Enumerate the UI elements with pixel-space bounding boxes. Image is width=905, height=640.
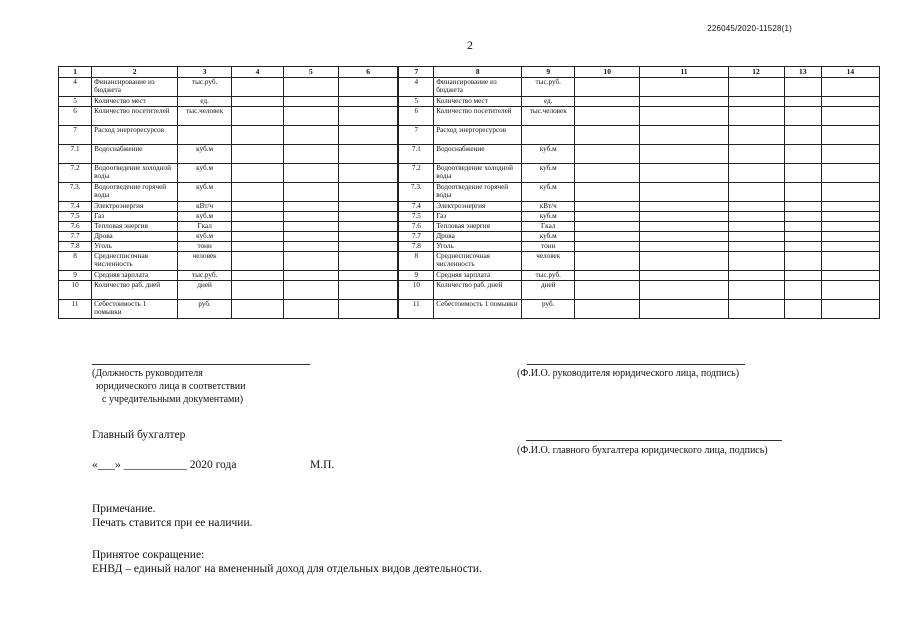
value-cell [283,202,338,212]
value-cell [821,222,879,232]
value-cell [575,164,640,183]
row-name: Водоснабжение [434,145,522,164]
value-cell [784,281,821,300]
row-unit: куб.м [178,183,232,202]
value-cell [338,271,398,281]
value-cell [728,212,784,222]
value-cell [232,202,284,212]
value-cell [821,164,879,183]
value-cell [232,212,284,222]
value-cell [338,78,398,97]
value-cell [784,212,821,222]
chief-fio-line [526,440,782,441]
value-cell [640,281,728,300]
value-cell [784,107,821,126]
header-cell: 1 [59,67,92,78]
value-cell [338,97,398,107]
row-number: 7.2 [398,164,433,183]
row-unit: тыс.человек [178,107,232,126]
header-cell: 14 [821,67,879,78]
value-cell [784,126,821,145]
value-cell [728,145,784,164]
row-unit: руб. [178,300,232,319]
value-cell [821,252,879,271]
row-name: Количество посетителей [434,107,522,126]
value-cell [575,107,640,126]
row-unit: куб.м [522,164,575,183]
row-number: 7 [398,126,433,145]
row-number: 7.3. [398,183,433,202]
value-cell [338,164,398,183]
value-cell [640,212,728,222]
row-name: Водоотведение холодной воды [92,164,178,183]
value-cell [283,252,338,271]
table-row [59,232,880,242]
row-unit [178,126,232,145]
header-cell: 12 [728,67,784,78]
table-row [59,78,880,97]
value-cell [283,232,338,242]
row-unit: тыс.руб. [178,78,232,97]
value-cell [640,232,728,242]
row-unit: человек [522,252,575,271]
header-cell: 10 [575,67,640,78]
table-header-row [59,67,880,78]
row-name: Количество мест [434,97,522,107]
table-row [59,126,880,145]
row-unit: тонн [178,242,232,252]
value-cell [232,183,284,202]
table-row [59,164,880,183]
value-cell [728,281,784,300]
row-number: 4 [398,78,433,97]
head-fio-line [527,364,745,365]
value-cell [232,97,284,107]
head-position-label-3: с учредительными документами) [102,394,244,405]
header-cell: 11 [640,67,728,78]
row-name: Среднесписочная численность [92,252,178,271]
row-name: Уголь [92,242,178,252]
value-cell [640,183,728,202]
header-cell: 7 [398,67,433,78]
row-number: 10 [398,281,433,300]
value-cell [640,107,728,126]
value-cell [283,107,338,126]
value-cell [575,145,640,164]
row-number: 7.4 [398,202,433,212]
row-number: 7.5 [398,212,433,222]
row-unit: куб.м [522,232,575,242]
note-title: Примечание. [92,503,156,515]
header-cell: 13 [784,67,821,78]
value-cell [232,300,284,319]
row-unit: руб. [522,300,575,319]
row-number: 7.5 [59,212,92,222]
row-unit: тыс.руб. [178,271,232,281]
row-name: Водоотведение холодной воды [434,164,522,183]
row-number: 7.1 [398,145,433,164]
row-unit: куб.м [178,145,232,164]
row-name: Дрова [434,232,522,242]
value-cell [232,164,284,183]
value-cell [338,202,398,212]
row-unit: дней [522,281,575,300]
header-cell: 6 [338,67,398,78]
value-cell [575,271,640,281]
header-cell: 2 [92,67,178,78]
header-cell: 4 [232,67,284,78]
row-unit: куб.м [522,183,575,202]
value-cell [821,126,879,145]
row-name: Дрова [92,232,178,242]
value-cell [640,271,728,281]
table-row [59,107,880,126]
row-number: 8 [59,252,92,271]
table-row [59,183,880,202]
table-row [59,145,880,164]
row-name: Электроэнергия [92,202,178,212]
value-cell [283,212,338,222]
date-line: «___» ___________ 2020 года [92,459,237,471]
table-body [59,67,880,319]
value-cell [640,300,728,319]
value-cell [283,183,338,202]
value-cell [728,126,784,145]
value-cell [575,78,640,97]
value-cell [232,78,284,97]
value-cell [821,107,879,126]
table-row [59,242,880,252]
value-cell [728,183,784,202]
value-cell [728,164,784,183]
note-text: Печать ставится при ее наличии. [92,517,253,529]
value-cell [728,202,784,212]
value-cell [821,183,879,202]
value-cell [784,202,821,212]
head-fio-label: (Ф.И.О. руководителя юридического лица, подпись) [517,368,740,379]
row-unit: Гкал [522,222,575,232]
row-name: Себестоимость 1 помывки [92,300,178,319]
value-cell [283,97,338,107]
value-cell [784,78,821,97]
value-cell [728,242,784,252]
row-number: 11 [59,300,92,319]
abbr-title: Принятое сокращение: [92,549,205,561]
value-cell [640,126,728,145]
head-position-label: (Должность руководителя [92,368,203,379]
value-cell [338,281,398,300]
row-name: Количество раб. дней [434,281,522,300]
value-cell [338,183,398,202]
row-number: 7.7 [398,232,433,242]
value-cell [640,252,728,271]
value-cell [232,232,284,242]
row-name: Тепловая энергия [434,222,522,232]
table-row [59,281,880,300]
value-cell [821,202,879,212]
value-cell [640,164,728,183]
value-cell [283,271,338,281]
value-cell [784,300,821,319]
value-cell [784,145,821,164]
value-cell [232,281,284,300]
value-cell [728,97,784,107]
row-name: Электроэнергия [434,202,522,212]
value-cell [232,242,284,252]
value-cell [821,97,879,107]
value-cell [232,271,284,281]
value-cell [575,202,640,212]
row-number: 6 [59,107,92,126]
row-name: Средняя зарплата [434,271,522,281]
value-cell [575,126,640,145]
value-cell [283,222,338,232]
row-unit: тыс.руб. [522,271,575,281]
value-cell [338,232,398,242]
value-cell [338,222,398,232]
value-cell [784,97,821,107]
page-number: 2 [467,38,473,52]
row-unit: куб.м [178,164,232,183]
value-cell [338,242,398,252]
value-cell [821,281,879,300]
row-name: Количество раб. дней [92,281,178,300]
table-row [59,202,880,212]
row-unit: куб.м [178,232,232,242]
value-cell [784,222,821,232]
row-unit: куб.м [522,212,575,222]
row-name: Себестоимость 1 помывки [434,300,522,319]
value-cell [575,183,640,202]
row-unit: куб.м [178,212,232,222]
row-number: 7 [59,126,92,145]
row-unit: кВт/ч [522,202,575,212]
value-cell [338,145,398,164]
row-number: 6 [398,107,433,126]
row-unit: ед. [178,97,232,107]
row-number: 7.7 [59,232,92,242]
row-number: 7.2 [59,164,92,183]
value-cell [232,107,284,126]
chief-fio-label: (Ф.И.О. главного бухгалтера юридического лица, подпись) [517,445,768,456]
row-unit: тыс.руб. [522,78,575,97]
report-table [58,66,880,319]
row-number: 7.8 [59,242,92,252]
row-unit: кВт/ч [178,202,232,212]
row-unit: человек [178,252,232,271]
value-cell [728,300,784,319]
value-cell [784,164,821,183]
row-name: Водоотведение горячей воды [92,183,178,202]
value-cell [575,97,640,107]
value-cell [575,252,640,271]
header-cell: 3 [178,67,232,78]
row-name: Финансирование из бюджета [434,78,522,97]
value-cell [232,222,284,232]
value-cell [821,78,879,97]
value-cell [640,78,728,97]
row-number: 7.3. [59,183,92,202]
row-name: Водоотведение горячей воды [434,183,522,202]
table-row [59,222,880,232]
row-number: 7.6 [59,222,92,232]
header-cell: 9 [522,67,575,78]
value-cell [728,222,784,232]
row-name: Средняя зарплата [92,271,178,281]
row-unit: ед. [522,97,575,107]
row-number: 9 [398,271,433,281]
header-cell: 5 [283,67,338,78]
chief-accountant-label: Главный бухгалтер [92,429,186,441]
value-cell [784,271,821,281]
value-cell [283,78,338,97]
row-name: Расход энергоресурсов [434,126,522,145]
value-cell [283,281,338,300]
value-cell [338,107,398,126]
table-row [59,252,880,271]
row-unit [522,126,575,145]
value-cell [283,145,338,164]
value-cell [338,212,398,222]
value-cell [338,252,398,271]
row-unit: дней [178,281,232,300]
value-cell [283,300,338,319]
value-cell [784,242,821,252]
value-cell [784,232,821,242]
row-name: Газ [92,212,178,222]
value-cell [728,252,784,271]
value-cell [821,145,879,164]
value-cell [821,300,879,319]
row-number: 11 [398,300,433,319]
value-cell [640,202,728,212]
row-unit: куб.м [522,145,575,164]
value-cell [575,222,640,232]
row-name: Финансирование из бюджета [92,78,178,97]
value-cell [575,281,640,300]
value-cell [338,126,398,145]
value-cell [728,271,784,281]
row-name: Количество мест [92,97,178,107]
value-cell [232,145,284,164]
header-cell: 8 [434,67,522,78]
document-number: 226045/2020-11528(1) [707,24,792,33]
value-cell [640,242,728,252]
value-cell [821,271,879,281]
value-cell [640,97,728,107]
table-row [59,212,880,222]
table-row [59,271,880,281]
head-position-label-2: юридического лица в соответствии [96,381,246,392]
value-cell [821,212,879,222]
value-cell [784,183,821,202]
row-name: Тепловая энергия [92,222,178,232]
table-row [59,97,880,107]
value-cell [283,126,338,145]
row-number: 9 [59,271,92,281]
head-position-line [92,364,310,365]
row-name: Уголь [434,242,522,252]
row-name: Газ [434,212,522,222]
value-cell [728,78,784,97]
value-cell [338,300,398,319]
row-number: 7.4 [59,202,92,212]
row-number: 10 [59,281,92,300]
value-cell [728,232,784,242]
value-cell [283,164,338,183]
value-cell [575,242,640,252]
row-unit: Гкал [178,222,232,232]
value-cell [640,222,728,232]
row-unit: тыс.человек [522,107,575,126]
row-number: 5 [59,97,92,107]
value-cell [821,232,879,242]
value-cell [232,252,284,271]
value-cell [575,300,640,319]
row-name: Среднесписочная численность [434,252,522,271]
value-cell [640,145,728,164]
value-cell [232,126,284,145]
value-cell [784,252,821,271]
abbr-text: ЕНВД – единый налог на вмененный доход для отдельных видов деятельности. [92,563,482,575]
row-number: 4 [59,78,92,97]
row-name: Водоснабжение [92,145,178,164]
row-number: 8 [398,252,433,271]
row-name: Количество посетителей [92,107,178,126]
stamp-label: М.П. [310,459,335,471]
row-number: 7.1 [59,145,92,164]
value-cell [821,242,879,252]
table-row [59,300,880,319]
row-name: Расход энергоресурсов [92,126,178,145]
row-number: 7.6 [398,222,433,232]
value-cell [283,242,338,252]
value-cell [575,212,640,222]
row-number: 7.8 [398,242,433,252]
row-unit: тонн [522,242,575,252]
value-cell [728,107,784,126]
value-cell [575,232,640,242]
row-number: 5 [398,97,433,107]
